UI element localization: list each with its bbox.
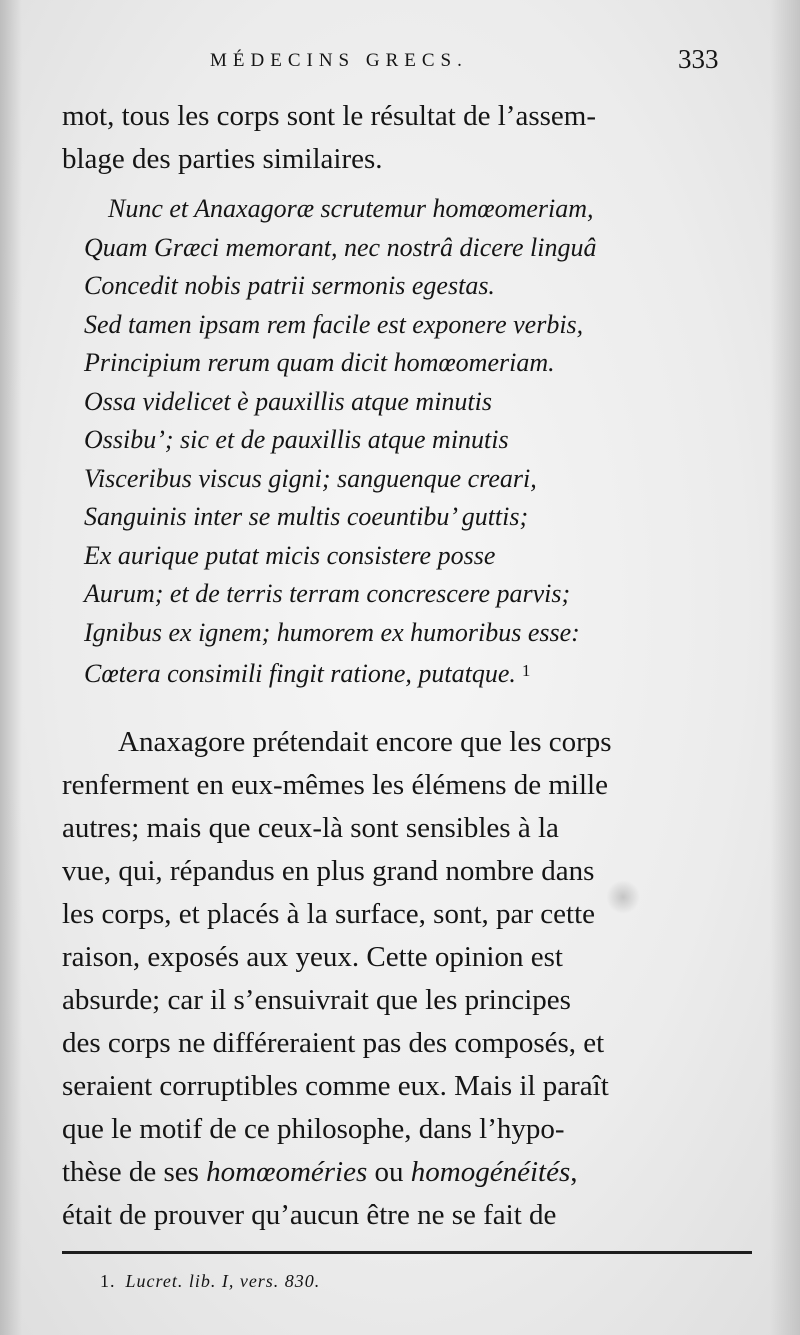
footnote-divider bbox=[62, 1251, 752, 1254]
verse-line: Ossibu’; sic et de pauxillis atque minutis bbox=[84, 425, 509, 454]
running-title: MÉDECINS GRECS. bbox=[210, 50, 468, 71]
text-run: thèse de ses bbox=[62, 1156, 207, 1188]
page-edge-shadow-right bbox=[770, 0, 800, 1335]
text-line: blage des parties similaires. bbox=[62, 143, 383, 175]
footnote-number: 1. bbox=[100, 1271, 116, 1291]
verse-line: Aurum; et de terris terram concrescere parvis; bbox=[84, 579, 571, 608]
text-run: , bbox=[570, 1156, 578, 1188]
italic-term: homœoméries bbox=[206, 1156, 368, 1188]
text-line: les corps, et placés à la surface, sont, par cette bbox=[62, 898, 596, 930]
verse-line: Concedit nobis patrii sermonis egestas. bbox=[84, 271, 495, 300]
verse-line: Principium rerum quam dicit homœomeriam. bbox=[84, 348, 555, 377]
verse-line: Ignibus ex ignem; humorem ex humoribus esse: bbox=[84, 617, 580, 647]
text-run: ou bbox=[367, 1156, 411, 1188]
verse-line: Nunc et Anaxagoræ scrutemur homœomeriam, bbox=[108, 194, 594, 223]
footnote bbox=[100, 1271, 320, 1292]
text-line-with-italic-terms bbox=[62, 1151, 612, 1194]
footnote-reference: 1 bbox=[521, 661, 531, 680]
text-line: Anaxagore prétendait encore que les corps bbox=[118, 726, 612, 758]
print-smudge bbox=[606, 880, 640, 914]
verse-line-last bbox=[84, 652, 596, 691]
verse-line: Ossa videlicet è pauxillis atque minutis bbox=[84, 386, 492, 416]
text-line: autres; mais que ceux-là sont sensibles à la bbox=[62, 812, 559, 844]
text-line: que le motif de ce philosophe, dans l’hypo- bbox=[62, 1113, 565, 1145]
verse-line: Ex aurique putat micis consistere posse bbox=[84, 540, 496, 570]
verse-line: Sed tamen ipsam rem facile est exponere verbis, bbox=[84, 309, 584, 339]
intro-paragraph bbox=[62, 95, 596, 181]
page-number: 333 bbox=[678, 44, 719, 74]
text-line: raison, exposés aux yeux. Cette opinion est bbox=[62, 941, 563, 973]
verse-line: Sanguinis inter se multis coeuntibu’ guttis; bbox=[84, 502, 529, 531]
italic-term: homogénéités bbox=[410, 1156, 571, 1188]
text-line: vue, qui, répandus en plus grand nombre dans bbox=[62, 855, 595, 887]
verse-line: Quam Græci memorant, nec nostrâ dicere linguâ bbox=[84, 232, 597, 262]
verse-line: Visceribus viscus gigni; sanguenque creari, bbox=[84, 463, 537, 493]
text-line: était de prouver qu’aucun être ne se fait de bbox=[62, 1199, 557, 1231]
verse-line-text: Cœtera consimili fingit ratione, putatque. bbox=[84, 659, 516, 688]
text-line: absurde; car il s’ensuivrait que les principes bbox=[62, 984, 571, 1016]
footnote-text: Lucret. lib. I, vers. 830. bbox=[125, 1271, 321, 1291]
text-line: renferment en eux-mêmes les élémens de mille bbox=[62, 769, 608, 801]
text-line: des corps ne différeraient pas des composés, et bbox=[62, 1027, 605, 1059]
page-edge-shadow-left bbox=[0, 0, 22, 1335]
latin-verse-quotation bbox=[84, 190, 596, 691]
text-line: mot, tous les corps sont le résultat de l’assem- bbox=[62, 100, 596, 132]
text-line: seraient corruptibles comme eux. Mais il paraît bbox=[62, 1070, 609, 1102]
running-head bbox=[0, 44, 800, 84]
body-paragraph bbox=[62, 721, 612, 1237]
